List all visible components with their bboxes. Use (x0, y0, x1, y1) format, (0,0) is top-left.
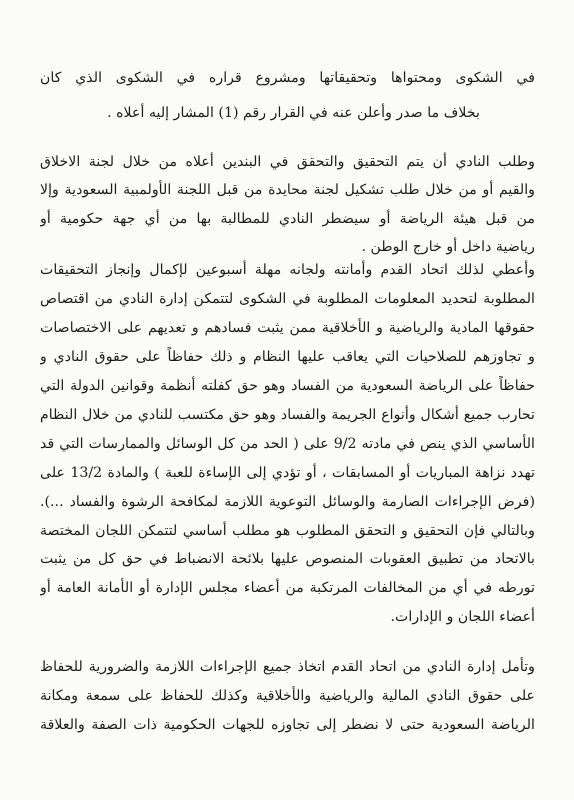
text-line: حفاظاً على الرياضة السعودية من الفساد وهو حق كفلته أنظمة وقوانين الدولة التي (40, 378, 535, 394)
text-line: المطلوبة لتحديد المعلومات المطلوبة في الشكوى لتتمكن إدارة النادي من اقتصاص (40, 291, 535, 307)
text-line: و تجاوزهم للصلاحيات التي يعاقب عليها النظام و ذلك حفاظاً على حقوق النادي و (40, 349, 535, 365)
text-line: تحارب جميع أشكال وأنواع الجريمة والفساد وهو حق مكتسب للنادي من خلال النظام (40, 407, 535, 423)
text-line: والقيم أو من خلال طلب تشكيل لجنة محايدة من قبل اللجنة الأولمبية السعودية وإلا (40, 182, 535, 198)
text-line: من قبل هيئة الرياضة أو سيضطر النادي للمطالبة بها من أي جهة حكومية أو (40, 211, 535, 227)
text-line: الرياضة السعودية حتى لا نضطر إلى تجاوزه للجهات الحكومية ذات الصفة والعلاقة (40, 717, 535, 733)
text-line: الأساسي الذي ينص في مادته 9/2 على ( الحد من كل الوسائل والممارسات التي قد (40, 436, 535, 452)
text-line: تهدد نزاهة المباريات أو المسابقات ، أو تؤدي إلى الإساءة للعبة ) والمادة 13/2 على (40, 465, 535, 481)
text-line: وبالتالي فإن التحقيق و التحقق المطلوب هو مطلب أساسي لتتمكن اللجان المختصة (40, 523, 535, 539)
text-line: أعضاء اللجان و الإدارات. (390, 609, 535, 625)
text-line: تورطه في أي من المخالفات المرتكبة من أعضاء مجلس الإدارة أو الأمانة العامة أو (40, 580, 535, 596)
text-line: على حقوق النادي المالية والرياضية والأخلاقية وكذلك للحفاظ على سمعة ومكانة (40, 688, 535, 704)
text-line: (فرض الإجراءات الصارمة والوسائل التوعوية اللازمة لمكافحة الرشوة والفساد ...). (40, 494, 535, 510)
text-line: وطلب النادي أن يتم التحقيق والتحقق في البندين أعلاه من خلال لجنة الاخلاق (40, 154, 535, 170)
text-line: بخلاف ما صدر وأعلن عنه في القرار رقم (1) المشار إليه أعلاه . (107, 105, 480, 121)
text-line: وتأمل إدارة النادي من اتحاد القدم اتخاذ جميع الإجراءات اللازمة والضرورية للحفاظ (40, 659, 535, 675)
text-line: بالاتحاد من تطبيق العقوبات المنصوص عليها بلائحة الانضباط في حق كل من يثبت (40, 551, 535, 567)
text-line: وأعطي لذلك اتحاد القدم وأمانته ولجانه مهلة أسبوعين لإكمال وإنجاز التحقيقات (40, 262, 535, 278)
text-line: في الشكوى ومحتواها وتحقيقاتها ومشروع قراره في الشكوى الذي كان (40, 70, 535, 86)
text-line: رياضية داخل أو خارج الوطن . (361, 239, 535, 255)
text-line: حقوقها المادية والرياضية و الأخلاقية ممن يثبت فسادهم و تعديهم على الاختصاصات (40, 320, 535, 336)
